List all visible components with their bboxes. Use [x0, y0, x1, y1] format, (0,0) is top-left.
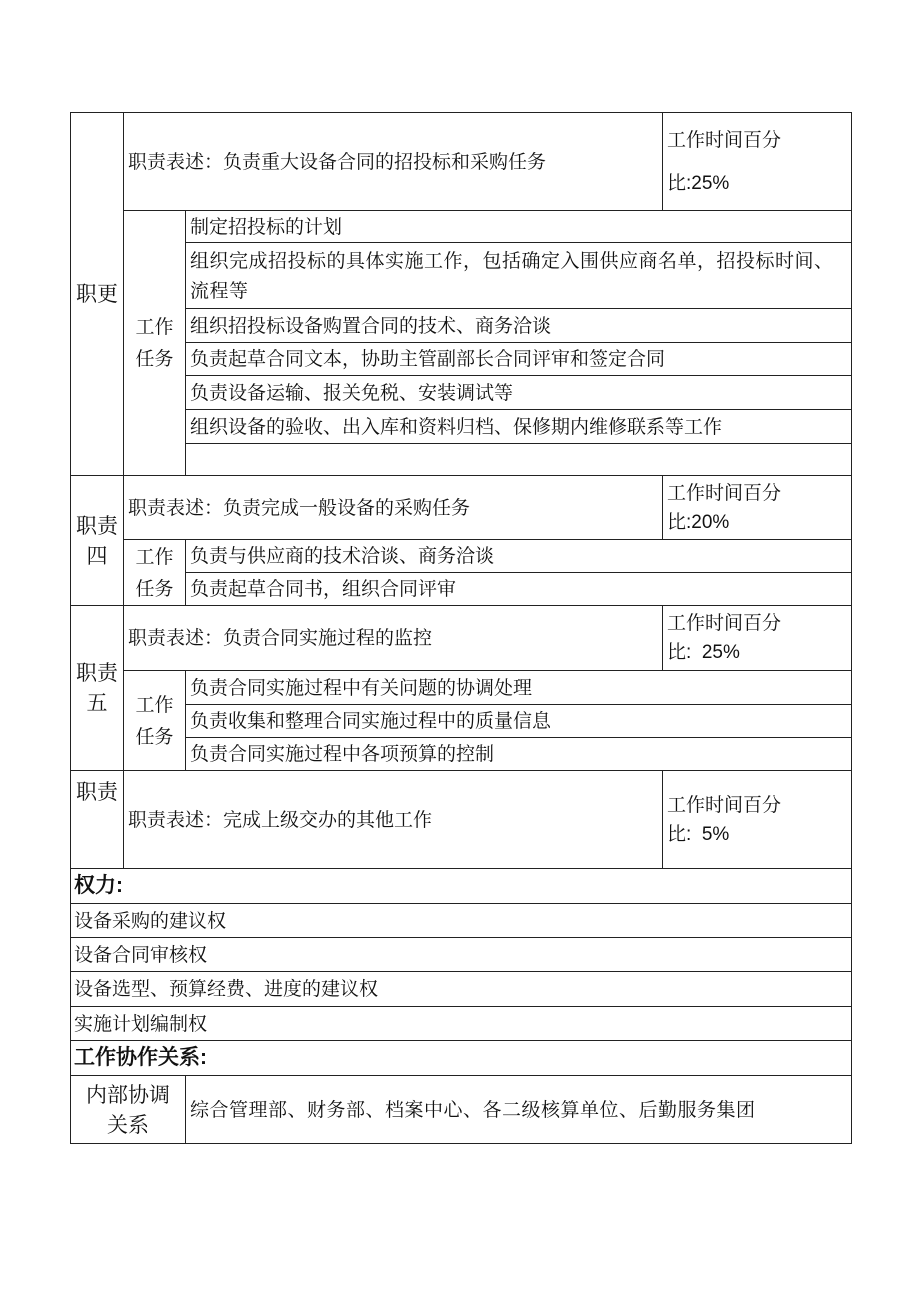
- duty3-pct-label: 工作时间百分: [667, 128, 782, 151]
- duty6-time-percent: [663, 771, 852, 869]
- duty4-task-row: [71, 573, 852, 606]
- internal-coordination-row: [71, 1076, 852, 1144]
- duty4-task-row: [71, 540, 852, 573]
- duty3-empty-cell: [186, 444, 852, 476]
- duty3-pct-value: 比:25%: [667, 172, 730, 194]
- duty3-task-label-1: 工作: [135, 316, 174, 338]
- duty4-task-label-2: 任务: [135, 577, 174, 600]
- duty3-task-label: [124, 211, 186, 476]
- duty4-task-label-1: 工作: [135, 545, 174, 568]
- duty5-task-label: [124, 671, 186, 771]
- duty3-task-row: [71, 343, 852, 376]
- duty5-label: [71, 606, 124, 771]
- duty5-time-percent: [663, 606, 852, 671]
- duty5-task-row: [71, 738, 852, 771]
- duty5-desc-row: [71, 606, 852, 671]
- duty3-task-1: 制定招投标的计划: [186, 211, 852, 243]
- duty4-label: [71, 476, 124, 606]
- duty3-task-4: 负责起草合同文本，协助主管副部长合同评审和签定合同: [186, 343, 852, 376]
- internal-coordination-label: [71, 1076, 186, 1144]
- duty4-task-1: 负责与供应商的技术洽谈、商务洽谈: [186, 540, 852, 573]
- power-item-2: 设备合同审核权: [71, 938, 852, 972]
- duty4-label-1: 职责: [76, 513, 118, 538]
- duty4-pct-value: 比:20%: [667, 511, 730, 533]
- duty3-task-6: 组织设备的验收、出入库和资料归档、保修期内维修联系等工作: [186, 410, 852, 444]
- duty6-description: 职责表述：完成上级交办的其他工作: [124, 771, 663, 869]
- duty3-time-percent: [663, 113, 852, 211]
- duty5-task-3: 负责合同实施过程中各项预算的控制: [186, 738, 852, 771]
- duty6-pct-value: 比: 5%: [667, 823, 730, 845]
- duty5-description: 职责表述：负责合同实施过程的监控: [124, 606, 663, 671]
- duty3-task-row: [71, 410, 852, 444]
- duty3-task-row: [71, 211, 852, 243]
- duty6-desc-row: [71, 771, 852, 869]
- duty4-task-label: [124, 540, 186, 606]
- duty4-pct-label: 工作时间百分: [667, 481, 782, 504]
- cooperation-title-row: [71, 1041, 852, 1076]
- duty5-pct-value: 比: 25%: [667, 642, 740, 663]
- duty3-desc-row: [71, 113, 852, 211]
- duty5-task-label-1: 工作: [135, 693, 174, 716]
- duty3-task-row: [71, 243, 852, 309]
- duty4-task-2: 负责起草合同书，组织合同评审: [186, 573, 852, 606]
- duty4-time-percent: [663, 476, 852, 540]
- duty3-task-2: 组织完成招投标的具体实施工作，包括确定入围供应商名单，招投标时间、流程等: [186, 243, 852, 309]
- power-row: [71, 904, 852, 938]
- power-row: [71, 938, 852, 972]
- duty5-task-label-2: 任务: [135, 725, 174, 748]
- duty3-empty-row: [71, 444, 852, 476]
- power-row: [71, 972, 852, 1007]
- job-description-table: [70, 112, 852, 1144]
- duty3-task-row: [71, 376, 852, 410]
- duty6-label: 职责: [71, 771, 124, 869]
- duty3-task-5: 负责设备运输、报关免税、安装调试等: [186, 376, 852, 410]
- powers-title: 权力:: [71, 869, 852, 904]
- duty3-task-label-2: 任务: [135, 348, 174, 370]
- duty5-task-2: 负责收集和整理合同实施过程中的质量信息: [186, 705, 852, 738]
- cooperation-title: 工作协作关系:: [71, 1041, 852, 1076]
- duty4-desc-row: [71, 476, 852, 540]
- power-item-3: 设备选型、预算经费、进度的建议权: [71, 972, 852, 1007]
- duty5-pct-label: 工作时间百分: [667, 612, 782, 634]
- duty5-task-1: 负责合同实施过程中有关问题的协调处理: [186, 671, 852, 705]
- internal-coordination-value: 综合管理部、财务部、档案中心、各二级核算单位、后勤服务集团: [186, 1076, 852, 1144]
- duty4-description: 职责表述：负责完成一般设备的采购任务: [124, 476, 663, 540]
- duty4-label-2: 四: [86, 543, 108, 568]
- power-item-1: 设备采购的建议权: [71, 904, 852, 938]
- duty5-task-row: [71, 671, 852, 705]
- duty5-task-row: [71, 705, 852, 738]
- power-item-4: 实施计划编制权: [71, 1007, 852, 1041]
- duty3-task-row: [71, 309, 852, 343]
- duty3-task-3: 组织招投标设备购置合同的技术、商务洽谈: [186, 309, 852, 343]
- duty3-description: 职责表述：负责重大设备合同的招投标和采购任务: [124, 113, 663, 211]
- internal-label-1: 内部协调: [86, 1082, 170, 1107]
- duty3-label: 职更: [71, 113, 124, 476]
- duty5-label-2: 五: [86, 691, 108, 715]
- duty5-label-1: 职责: [76, 661, 118, 685]
- power-row: [71, 1007, 852, 1041]
- internal-label-2: 关系: [107, 1112, 149, 1137]
- duty6-pct-label: 工作时间百分: [667, 793, 782, 816]
- powers-title-row: [71, 869, 852, 904]
